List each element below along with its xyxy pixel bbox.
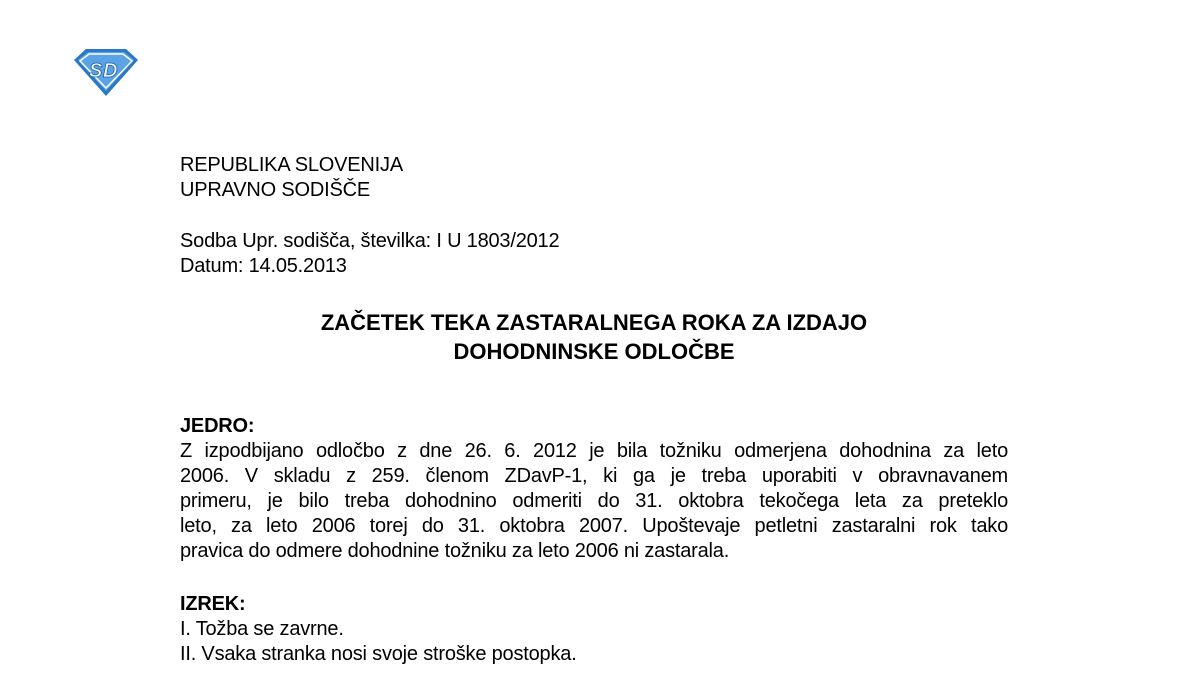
svg-text:D: D [103, 60, 118, 82]
izrek-heading: IZREK: [180, 593, 246, 615]
case-number: Sodba Upr. sodišča, številka: I U 1803/2012 [180, 230, 560, 252]
jedro-heading: JEDRO: [180, 415, 255, 437]
izrek-item: I. Tožba se zavrne. [180, 618, 344, 640]
jedro-line: Z izpodbijano odločbo z dne 26. 6. 2012 je bila tožniku odmerjena dohodnina za leto [180, 440, 1008, 462]
svg-text:S: S [89, 60, 103, 82]
title-line-2: DOHODNINSKE ODLOČBE [453, 339, 735, 364]
decision-date: Datum: 14.05.2013 [180, 255, 347, 277]
court-name: UPRAVNO SODIŠČE [180, 179, 370, 201]
document-title [180, 308, 1008, 366]
izrek-item: II. Vsaka stranka nosi svoje stroške postopka. [180, 643, 577, 665]
jedro-line: primeru, je bilo treba dohodnino odmeriti do 31. oktobra tekočega leta za preteklo [180, 490, 1008, 512]
sd-shield-logo-icon [72, 46, 140, 98]
jedro-line: 2006. V skladu z 259. členom ZDavP-1, ki ga je treba uporabiti v obravnavanem [180, 465, 1008, 487]
country-name: REPUBLIKA SLOVENIJA [180, 154, 403, 176]
court-header [180, 153, 1008, 203]
izrek-section [180, 592, 1008, 667]
title-line-1: ZAČETEK TEKA ZASTARALNEGA ROKA ZA IZDAJO [320, 310, 868, 335]
jedro-section [180, 414, 1008, 564]
case-meta [180, 229, 1008, 279]
jedro-line: pravica do odmere dohodnine tožniku za leto 2006 ni zastarala. [180, 540, 730, 562]
jedro-line: leto, za leto 2006 torej do 31. oktobra 2007. Upoštevaje petletni zastaralni rok tako [180, 515, 1008, 537]
